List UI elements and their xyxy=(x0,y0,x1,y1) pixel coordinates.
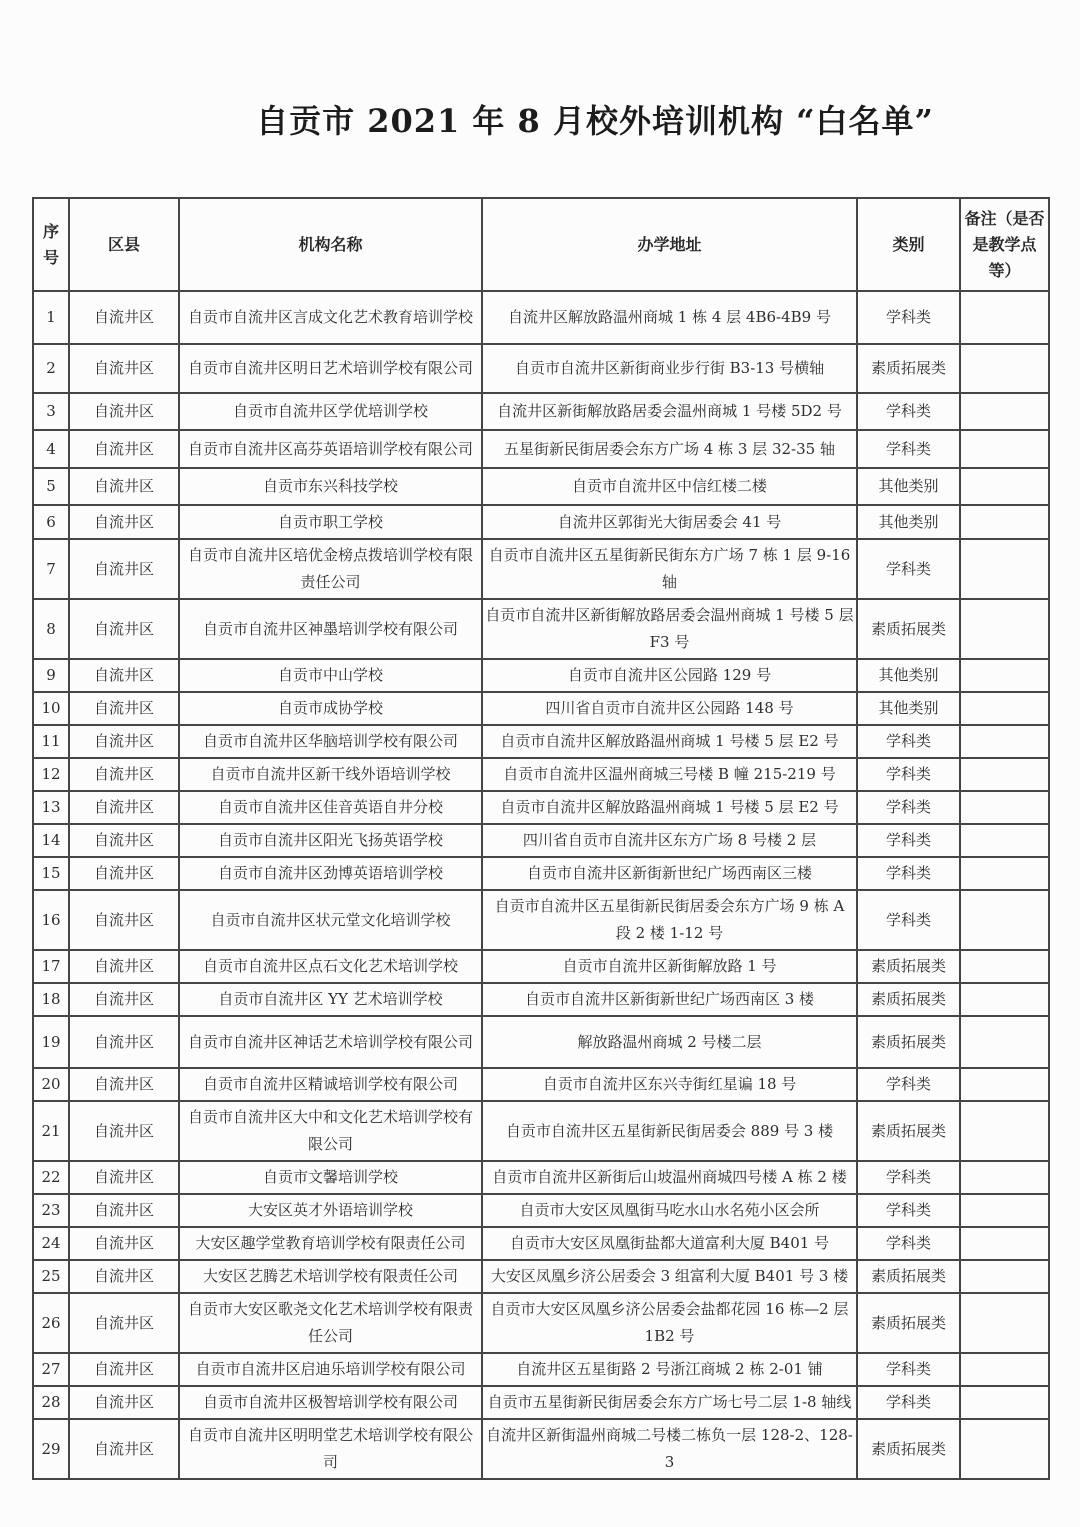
table-row xyxy=(33,824,1049,857)
table-row xyxy=(33,1293,1049,1353)
cell-category: 学科类 xyxy=(857,1068,960,1101)
cell-remark xyxy=(960,1260,1049,1293)
cell-district: 自流井区 xyxy=(69,291,179,344)
cell-no: 22 xyxy=(33,1161,69,1194)
cell-district: 自流井区 xyxy=(69,1227,179,1260)
cell-district: 自流井区 xyxy=(69,599,179,659)
cell-remark xyxy=(960,505,1049,539)
cell-category: 学科类 xyxy=(857,1353,960,1386)
cell-district: 自流井区 xyxy=(69,758,179,791)
cell-no: 16 xyxy=(33,890,69,950)
cell-address: 自贡市自流井区新街新世纪广场西南区 3 楼 xyxy=(482,983,857,1016)
cell-address: 自流井区五星街路 2 号浙江商城 2 栋 2-01 铺 xyxy=(482,1353,857,1386)
cell-district: 自流井区 xyxy=(69,890,179,950)
cell-category: 学科类 xyxy=(857,1161,960,1194)
cell-remark xyxy=(960,1101,1049,1161)
cell-district: 自流井区 xyxy=(69,393,179,430)
cell-category: 素质拓展类 xyxy=(857,344,960,393)
cell-district: 自流井区 xyxy=(69,725,179,758)
cell-address: 大安区凤凰乡济公居委会 3 组富利大厦 B401 号 3 楼 xyxy=(482,1260,857,1293)
cell-name: 大安区艺腾艺术培训学校有限责任公司 xyxy=(179,1260,482,1293)
cell-name: 大安区英才外语培训学校 xyxy=(179,1194,482,1227)
cell-name: 自贡市大安区歌尧文化艺术培训学校有限责任公司 xyxy=(179,1293,482,1353)
cell-no: 5 xyxy=(33,468,69,505)
cell-name: 自贡市自流井区佳音英语自井分校 xyxy=(179,791,482,824)
cell-district: 自流井区 xyxy=(69,983,179,1016)
cell-district: 自流井区 xyxy=(69,468,179,505)
cell-district: 自流井区 xyxy=(69,1101,179,1161)
cell-remark xyxy=(960,599,1049,659)
cell-category: 素质拓展类 xyxy=(857,983,960,1016)
cell-name: 自贡市自流井区极智培训学校有限公司 xyxy=(179,1386,482,1419)
cell-name: 自贡市东兴科技学校 xyxy=(179,468,482,505)
cell-no: 12 xyxy=(33,758,69,791)
cell-remark xyxy=(960,791,1049,824)
header-category: 类别 xyxy=(857,198,960,291)
cell-remark xyxy=(960,291,1049,344)
cell-remark xyxy=(960,468,1049,505)
cell-no: 9 xyxy=(33,659,69,692)
cell-name: 自贡市职工学校 xyxy=(179,505,482,539)
table-header-row xyxy=(33,198,1049,291)
table-row xyxy=(33,950,1049,983)
table-row xyxy=(33,725,1049,758)
cell-no: 6 xyxy=(33,505,69,539)
cell-address: 自贡市大安区凤凰乡济公居委会盐都花园 16 栋—2 层 1B2 号 xyxy=(482,1293,857,1353)
header-remark: 备注（是否是教学点等） xyxy=(960,198,1049,291)
cell-address: 自贡市大安区凤凰街盐都大道富利大厦 B401 号 xyxy=(482,1227,857,1260)
cell-remark xyxy=(960,692,1049,725)
cell-category: 学科类 xyxy=(857,890,960,950)
cell-district: 自流井区 xyxy=(69,1194,179,1227)
cell-no: 25 xyxy=(33,1260,69,1293)
cell-name: 自贡市自流井区神话艺术培训学校有限公司 xyxy=(179,1016,482,1068)
cell-no: 20 xyxy=(33,1068,69,1101)
table-row xyxy=(33,1386,1049,1419)
cell-name: 自贡市中山学校 xyxy=(179,659,482,692)
cell-address: 自贡市大安区凤凰街马吃水山水名苑小区会所 xyxy=(482,1194,857,1227)
cell-address: 自贡市自流井区公园路 129 号 xyxy=(482,659,857,692)
cell-name: 自贡市自流井区状元堂文化培训学校 xyxy=(179,890,482,950)
table-row xyxy=(33,1068,1049,1101)
table-row xyxy=(33,1101,1049,1161)
cell-district: 自流井区 xyxy=(69,1068,179,1101)
cell-no: 14 xyxy=(33,824,69,857)
cell-address: 自贡市自流井区新街后山坡温州商城四号楼 A 栋 2 楼 xyxy=(482,1161,857,1194)
cell-remark xyxy=(960,1293,1049,1353)
cell-district: 自流井区 xyxy=(69,344,179,393)
cell-category: 学科类 xyxy=(857,791,960,824)
cell-remark xyxy=(960,1386,1049,1419)
cell-district: 自流井区 xyxy=(69,950,179,983)
cell-remark xyxy=(960,1227,1049,1260)
cell-category: 学科类 xyxy=(857,1227,960,1260)
cell-address: 自贡市自流井区解放路温州商城 1 号楼 5 层 E2 号 xyxy=(482,725,857,758)
cell-remark xyxy=(960,1016,1049,1068)
whitelist-table xyxy=(32,197,1050,1480)
cell-category: 学科类 xyxy=(857,824,960,857)
cell-category: 其他类别 xyxy=(857,505,960,539)
cell-district: 自流井区 xyxy=(69,857,179,890)
table-row xyxy=(33,539,1049,599)
cell-name: 自贡市自流井区高芬英语培训学校有限公司 xyxy=(179,430,482,468)
cell-category: 学科类 xyxy=(857,1386,960,1419)
cell-address: 自贡市自流井区五星街新民街居委会 889 号 3 楼 xyxy=(482,1101,857,1161)
cell-no: 27 xyxy=(33,1353,69,1386)
cell-no: 18 xyxy=(33,983,69,1016)
cell-district: 自流井区 xyxy=(69,824,179,857)
cell-no: 10 xyxy=(33,692,69,725)
cell-category: 素质拓展类 xyxy=(857,1016,960,1068)
cell-no: 7 xyxy=(33,539,69,599)
cell-category: 学科类 xyxy=(857,430,960,468)
cell-name: 自贡市自流井区学优培训学校 xyxy=(179,393,482,430)
cell-no: 11 xyxy=(33,725,69,758)
cell-no: 13 xyxy=(33,791,69,824)
cell-category: 学科类 xyxy=(857,758,960,791)
cell-category: 学科类 xyxy=(857,291,960,344)
cell-address: 自贡市自流井区新街解放路 1 号 xyxy=(482,950,857,983)
cell-category: 素质拓展类 xyxy=(857,1101,960,1161)
cell-remark xyxy=(960,950,1049,983)
table-row xyxy=(33,692,1049,725)
cell-category: 学科类 xyxy=(857,725,960,758)
cell-no: 24 xyxy=(33,1227,69,1260)
cell-district: 自流井区 xyxy=(69,1353,179,1386)
cell-category: 其他类别 xyxy=(857,468,960,505)
cell-remark xyxy=(960,1068,1049,1101)
table-row xyxy=(33,1353,1049,1386)
cell-remark xyxy=(960,539,1049,599)
cell-name: 自贡市自流井区培优金榜点拨培训学校有限责任公司 xyxy=(179,539,482,599)
table-row xyxy=(33,1260,1049,1293)
cell-remark xyxy=(960,890,1049,950)
cell-name: 自贡市自流井区点石文化艺术培训学校 xyxy=(179,950,482,983)
cell-address: 自贡市自流井区东兴寺街红星谝 18 号 xyxy=(482,1068,857,1101)
cell-remark xyxy=(960,1353,1049,1386)
table-row xyxy=(33,599,1049,659)
cell-category: 其他类别 xyxy=(857,659,960,692)
cell-name: 自贡市自流井区言成文化艺术教育培训学校 xyxy=(179,291,482,344)
cell-no: 1 xyxy=(33,291,69,344)
cell-district: 自流井区 xyxy=(69,1293,179,1353)
cell-category: 素质拓展类 xyxy=(857,1260,960,1293)
header-district: 区县 xyxy=(69,198,179,291)
cell-remark xyxy=(960,430,1049,468)
table-row xyxy=(33,393,1049,430)
cell-remark xyxy=(960,393,1049,430)
cell-category: 学科类 xyxy=(857,539,960,599)
cell-address: 四川省自贡市自流井区公园路 148 号 xyxy=(482,692,857,725)
table-row xyxy=(33,1161,1049,1194)
cell-address: 自贡市自流井区新街商业步行街 B3-13 号横轴 xyxy=(482,344,857,393)
table-row xyxy=(33,890,1049,950)
cell-name: 自贡市自流井区新干线外语培训学校 xyxy=(179,758,482,791)
table-row xyxy=(33,291,1049,344)
cell-address: 自流井区郭街光大街居委会 41 号 xyxy=(482,505,857,539)
cell-address: 自贡市自流井区新街解放路居委会温州商城 1 号楼 5 层 F3 号 xyxy=(482,599,857,659)
cell-remark xyxy=(960,1194,1049,1227)
cell-district: 自流井区 xyxy=(69,791,179,824)
cell-name: 自贡市自流井区阳光飞扬英语学校 xyxy=(179,824,482,857)
cell-district: 自流井区 xyxy=(69,1419,179,1479)
table-row xyxy=(33,468,1049,505)
cell-remark xyxy=(960,1161,1049,1194)
cell-district: 自流井区 xyxy=(69,1386,179,1419)
cell-name: 自贡市自流井区精诚培训学校有限公司 xyxy=(179,1068,482,1101)
cell-name: 自贡市成协学校 xyxy=(179,692,482,725)
header-no: 序号 xyxy=(33,198,69,291)
cell-category: 素质拓展类 xyxy=(857,1419,960,1479)
cell-address: 自贡市自流井区新街新世纪广场西南区三楼 xyxy=(482,857,857,890)
cell-name: 自贡市自流井区明明堂艺术培训学校有限公司 xyxy=(179,1419,482,1479)
table-row xyxy=(33,1227,1049,1260)
cell-name: 大安区趣学堂教育培训学校有限责任公司 xyxy=(179,1227,482,1260)
table-row xyxy=(33,1194,1049,1227)
cell-category: 素质拓展类 xyxy=(857,950,960,983)
cell-address: 自贡市自流井区解放路温州商城 1 号楼 5 层 E2 号 xyxy=(482,791,857,824)
cell-remark xyxy=(960,725,1049,758)
cell-address: 自贡市五星街新民街居委会东方广场七号二层 1-8 轴线 xyxy=(482,1386,857,1419)
cell-no: 3 xyxy=(33,393,69,430)
cell-district: 自流井区 xyxy=(69,1161,179,1194)
cell-no: 4 xyxy=(33,430,69,468)
table-row xyxy=(33,505,1049,539)
cell-remark xyxy=(960,857,1049,890)
cell-no: 26 xyxy=(33,1293,69,1353)
cell-district: 自流井区 xyxy=(69,1260,179,1293)
cell-category: 学科类 xyxy=(857,857,960,890)
table-row xyxy=(33,1016,1049,1068)
cell-category: 学科类 xyxy=(857,1194,960,1227)
cell-category: 学科类 xyxy=(857,393,960,430)
cell-no: 23 xyxy=(33,1194,69,1227)
header-address: 办学地址 xyxy=(482,198,857,291)
cell-remark xyxy=(960,659,1049,692)
cell-no: 29 xyxy=(33,1419,69,1479)
cell-name: 自贡市自流井区神墨培训学校有限公司 xyxy=(179,599,482,659)
page-title: 自贡市 2021 年 8 月校外培训机构 “白名单” xyxy=(256,102,934,140)
cell-address: 自流井区解放路温州商城 1 栋 4 层 4B6-4B9 号 xyxy=(482,291,857,344)
cell-no: 15 xyxy=(33,857,69,890)
cell-name: 自贡市自流井区明日艺术培训学校有限公司 xyxy=(179,344,482,393)
cell-address: 自贡市自流井区中信红楼二楼 xyxy=(482,468,857,505)
cell-district: 自流井区 xyxy=(69,430,179,468)
cell-district: 自流井区 xyxy=(69,539,179,599)
cell-district: 自流井区 xyxy=(69,1016,179,1068)
cell-name: 自贡市自流井区启迪乐培训学校有限公司 xyxy=(179,1353,482,1386)
cell-address: 自贡市自流井区五星街新民街居委会东方广场 9 栋 A 段 2 楼 1-12 号 xyxy=(482,890,857,950)
cell-remark xyxy=(960,824,1049,857)
cell-address: 五星街新民街居委会东方广场 4 栋 3 层 32-35 轴 xyxy=(482,430,857,468)
cell-name: 自贡市自流井区 YY 艺术培训学校 xyxy=(179,983,482,1016)
table-row xyxy=(33,1419,1049,1479)
table-row xyxy=(33,344,1049,393)
cell-name: 自贡市自流井区华脑培训学校有限公司 xyxy=(179,725,482,758)
table-row xyxy=(33,857,1049,890)
header-name: 机构名称 xyxy=(179,198,482,291)
cell-category: 素质拓展类 xyxy=(857,599,960,659)
cell-address: 自贡市自流井区温州商城三号楼 B 幢 215-219 号 xyxy=(482,758,857,791)
table-header xyxy=(33,198,1049,291)
table-row xyxy=(33,430,1049,468)
cell-address: 四川省自贡市自流井区东方广场 8 号楼 2 层 xyxy=(482,824,857,857)
cell-address: 解放路温州商城 2 号楼二层 xyxy=(482,1016,857,1068)
cell-remark xyxy=(960,758,1049,791)
cell-no: 8 xyxy=(33,599,69,659)
cell-no: 17 xyxy=(33,950,69,983)
cell-no: 2 xyxy=(33,344,69,393)
cell-category: 其他类别 xyxy=(857,692,960,725)
cell-no: 19 xyxy=(33,1016,69,1068)
table-row xyxy=(33,983,1049,1016)
cell-no: 21 xyxy=(33,1101,69,1161)
table-row xyxy=(33,758,1049,791)
cell-district: 自流井区 xyxy=(69,659,179,692)
cell-name: 自贡市自流井区大中和文化艺术培训学校有限公司 xyxy=(179,1101,482,1161)
cell-remark xyxy=(960,344,1049,393)
cell-district: 自流井区 xyxy=(69,505,179,539)
table-row xyxy=(33,791,1049,824)
cell-category: 素质拓展类 xyxy=(857,1293,960,1353)
cell-name: 自贡市文馨培训学校 xyxy=(179,1161,482,1194)
cell-address: 自流井区新街温州商城二号楼二栋负一层 128-2、128-3 xyxy=(482,1419,857,1479)
cell-remark xyxy=(960,1419,1049,1479)
cell-address: 自贡市自流井区五星街新民街东方广场 7 栋 1 层 9-16 轴 xyxy=(482,539,857,599)
table-body xyxy=(33,291,1049,1479)
cell-address: 自流井区新街解放路居委会温州商城 1 号楼 5D2 号 xyxy=(482,393,857,430)
cell-name: 自贡市自流井区劲博英语培训学校 xyxy=(179,857,482,890)
table-row xyxy=(33,659,1049,692)
cell-no: 28 xyxy=(33,1386,69,1419)
cell-remark xyxy=(960,983,1049,1016)
cell-district: 自流井区 xyxy=(69,692,179,725)
